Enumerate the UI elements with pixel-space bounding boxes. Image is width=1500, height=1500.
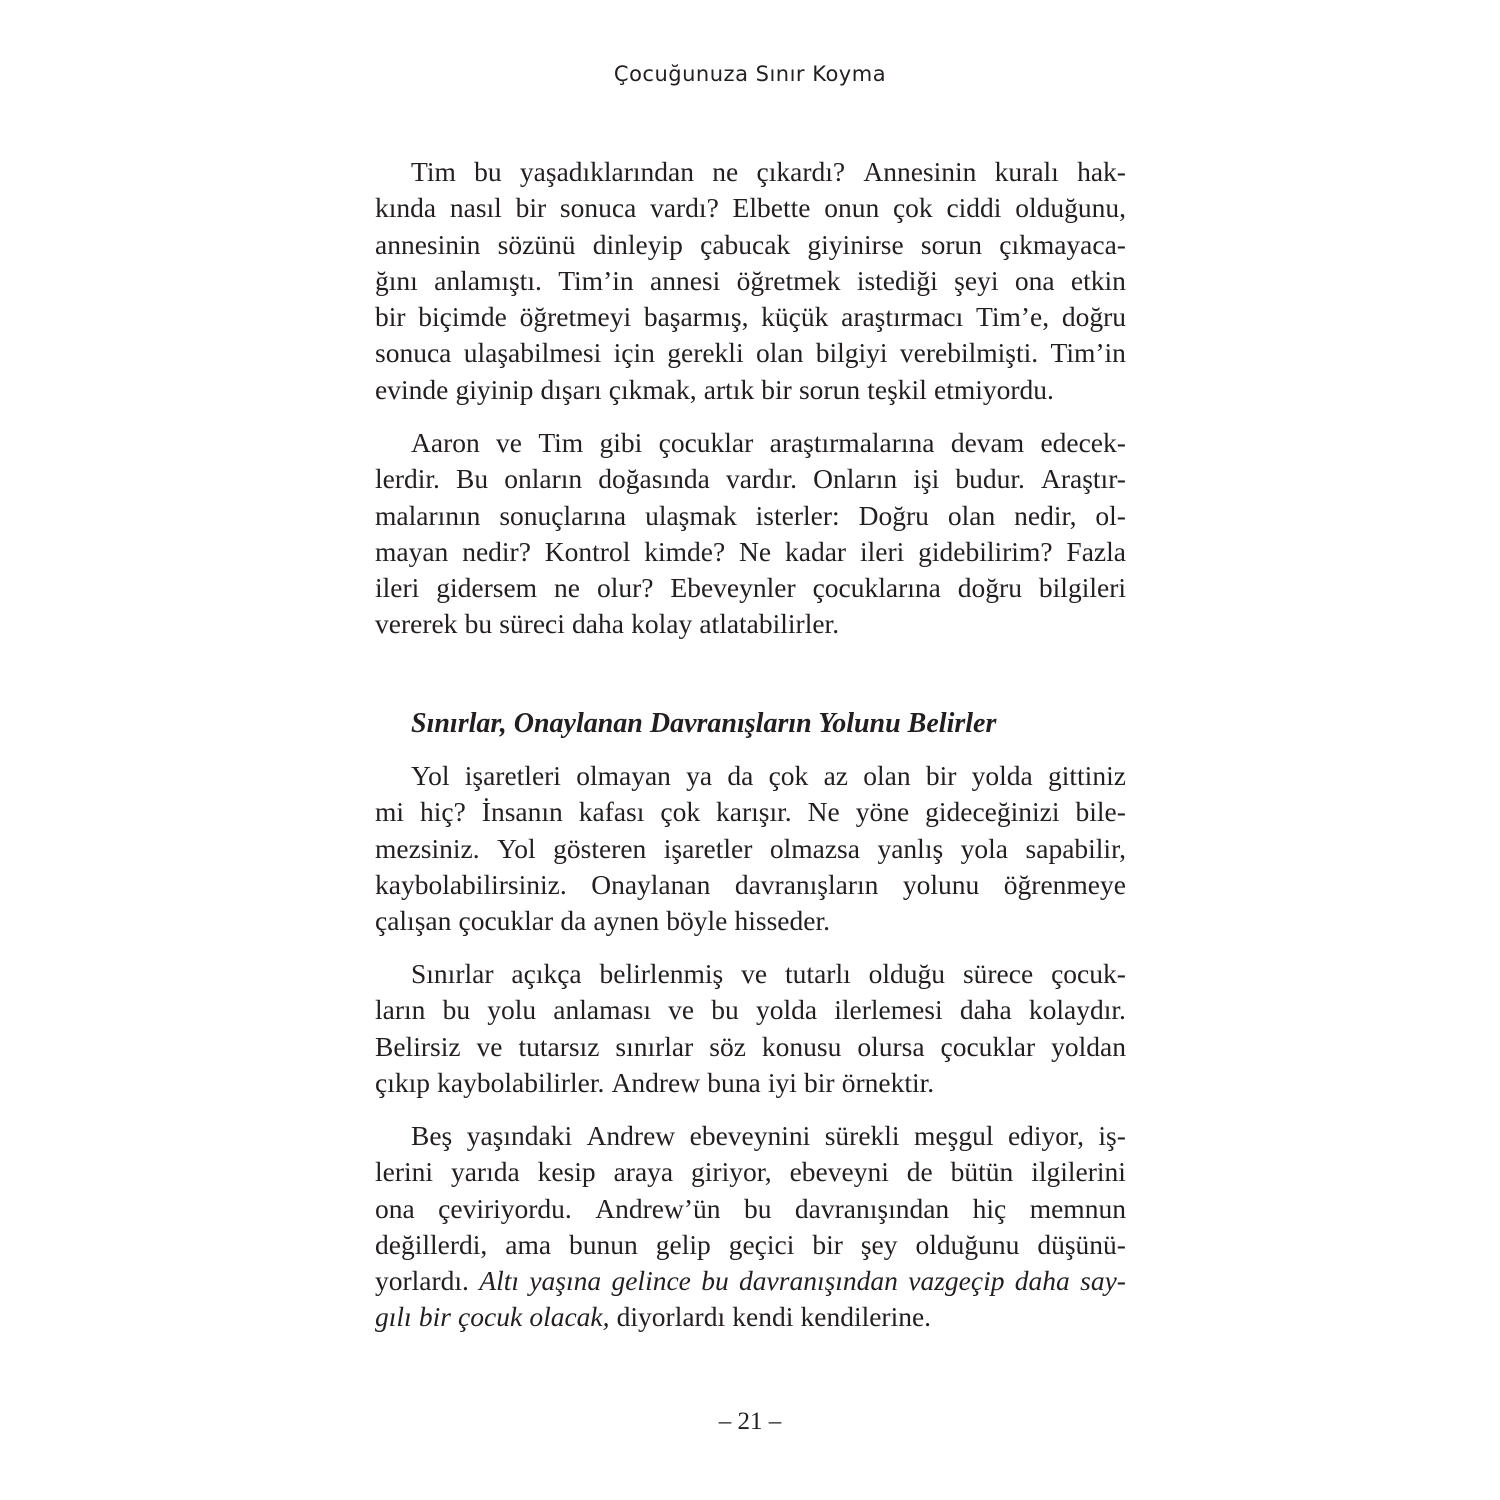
word: şeyi [954, 264, 999, 296]
word: onların [504, 463, 583, 495]
section-heading: Sınırlar, Onaylanan Davranışların Yolunu Belirler [411, 708, 997, 739]
word: olan [947, 499, 996, 531]
word: Beş [411, 1120, 453, 1151]
word: olur? [596, 572, 654, 604]
word: hiç [972, 1192, 1007, 1224]
paragraph-line [375, 1029, 1126, 1065]
word: gidersem [436, 572, 538, 604]
paragraph-line [375, 867, 1126, 903]
word: ve [476, 1030, 503, 1062]
word: ğını [375, 264, 418, 296]
word: olduğunu, [1015, 192, 1126, 224]
word: daha [1014, 1265, 1070, 1297]
word: giyinirse [807, 228, 904, 260]
word: gideceğinizi [925, 796, 1060, 828]
word: teşkil [867, 373, 927, 405]
paragraph-line [375, 534, 1126, 570]
word: Bu [456, 463, 489, 495]
word: yola [960, 832, 1009, 864]
word: istediği [856, 264, 938, 296]
paragraph-line [375, 372, 1126, 408]
word: sürece [962, 958, 1034, 989]
word: çıkmayaca- [999, 228, 1126, 260]
word: bu [701, 1265, 729, 1297]
word: aynen [593, 905, 660, 937]
text-block-3 [375, 758, 1126, 939]
word: hisseder. [734, 905, 830, 937]
word: ileri [375, 572, 420, 604]
word: olmayan [576, 760, 671, 791]
word: dışarı [540, 373, 602, 405]
word: gibi [599, 427, 643, 458]
word: memnun [1029, 1192, 1126, 1224]
word: çocuklar [940, 1030, 1036, 1062]
word: Tim’in [558, 264, 634, 296]
word: kında [375, 192, 437, 224]
word: annesi [649, 264, 721, 296]
word: ona [375, 1192, 415, 1224]
word: gılı [375, 1301, 412, 1333]
word: sorun [920, 228, 983, 260]
paragraph-line [375, 1065, 1126, 1101]
word: bir [925, 760, 957, 791]
word: bunun [569, 1228, 638, 1260]
word: davranışların [734, 868, 879, 900]
word: mi [375, 796, 405, 828]
word: kadar [785, 535, 847, 567]
word: geçici [728, 1228, 795, 1260]
word: çok [768, 760, 809, 791]
word: gidebilirim? [918, 535, 1053, 567]
word: ona [1014, 264, 1055, 296]
word: ne [554, 572, 580, 604]
word: mayan [375, 535, 449, 567]
word: sapabilir, [1025, 832, 1126, 864]
word: sürekli [824, 1120, 900, 1151]
word: için [613, 337, 655, 369]
word: çıkıp [375, 1066, 430, 1098]
word: daha [572, 608, 624, 640]
word: ediyor, [1007, 1120, 1084, 1151]
word: ulaşabilmesi [463, 337, 602, 369]
paragraph-line [375, 190, 1126, 226]
word: kendi [732, 1301, 794, 1333]
word: Onaylanan [591, 868, 711, 900]
word: Andrew’ün [595, 1192, 721, 1224]
word: çocuk [458, 1301, 523, 1333]
word: iyi [767, 1066, 797, 1098]
word: ama [505, 1228, 552, 1260]
word: biçimde [418, 301, 507, 333]
word: konusu [761, 1030, 842, 1062]
word: iş- [1098, 1120, 1126, 1151]
word: karışır. [716, 796, 792, 828]
word: bile- [1075, 796, 1126, 828]
paragraph-line [375, 498, 1126, 534]
word: öğrenmeye [1003, 868, 1126, 900]
word: artık [703, 373, 755, 405]
word: olan [755, 337, 804, 369]
word: isterler: [755, 499, 840, 531]
word: Belirsiz [375, 1030, 461, 1062]
word: çok [660, 796, 701, 828]
word: yaşadıklarından [519, 156, 695, 187]
word: lerdir. [375, 463, 440, 495]
word: olan [863, 760, 911, 791]
word: olduğu [868, 958, 946, 989]
page-number: – 21 – [718, 1408, 782, 1435]
word: ileri [859, 535, 905, 567]
word: işaretleri [464, 760, 561, 791]
word: çıkardı? [756, 156, 846, 187]
word: ne [712, 156, 739, 187]
word: az [823, 760, 848, 791]
word: onun [824, 192, 880, 224]
word: doğru [1061, 301, 1126, 333]
word: hiç? [420, 796, 466, 828]
word: dinleyip [592, 228, 683, 260]
word: giyinip [455, 373, 534, 405]
word: gelince [611, 1265, 691, 1297]
text-block-4 [375, 956, 1126, 1101]
word: ve [668, 994, 695, 1026]
word: buna [707, 1066, 761, 1098]
word: söz [709, 1030, 746, 1062]
word: çalışan [375, 905, 452, 937]
word: düşünü- [1037, 1228, 1126, 1260]
paragraph-line [375, 1191, 1126, 1227]
word: Kontrol [544, 535, 631, 567]
paragraph-line [375, 425, 1126, 461]
word: doğasında [598, 463, 710, 495]
word: ebeveyni [789, 1156, 889, 1188]
word: de [906, 1156, 933, 1188]
word: bütün [950, 1156, 1014, 1188]
word: yolunu [902, 868, 980, 900]
word: davranışından [794, 1192, 950, 1224]
paragraph-line [375, 956, 1126, 992]
word: Ne [739, 535, 772, 567]
word: yaşındaki [466, 1120, 573, 1151]
paragraph-line [375, 570, 1126, 606]
word: araya [613, 1156, 674, 1188]
word: yaşına [529, 1265, 602, 1297]
word: olduğunu [915, 1228, 1020, 1260]
word: çeviriyordu. [438, 1192, 572, 1224]
word: bilgiyi [815, 337, 888, 369]
paragraph-line [375, 1299, 1126, 1335]
text-block-2 [375, 425, 1126, 643]
word: sınırlar [615, 1030, 694, 1062]
word: evinde [375, 373, 449, 405]
word: hak- [1077, 156, 1126, 187]
word: işaretler [663, 832, 753, 864]
word: bu [474, 156, 502, 187]
word: öğretmeyi [519, 301, 632, 333]
word: etkin [1070, 264, 1126, 296]
word: da [727, 760, 754, 791]
paragraph-line [375, 903, 1126, 939]
paragraph-line [375, 1154, 1126, 1190]
word: Doğru [858, 499, 929, 531]
word: belirlenmiş [599, 958, 724, 989]
paragraph-line [375, 606, 1126, 642]
word: Yol [411, 760, 450, 791]
word: çok [892, 192, 933, 224]
word: anlamıştı. [434, 264, 542, 296]
word: Sınırlar [411, 958, 494, 989]
word: sonuca [559, 192, 637, 224]
word: sonuçlarına [499, 499, 627, 531]
word: bu [743, 1192, 772, 1224]
word: bilgileri [1038, 572, 1126, 604]
paragraph-line [375, 227, 1126, 263]
word: sorun [798, 373, 861, 405]
paragraph-line [375, 263, 1126, 299]
word: kendilerine. [800, 1301, 932, 1333]
word: vardır. [725, 463, 797, 495]
word: küçük [761, 301, 829, 333]
word: ve [741, 958, 768, 989]
word: bir [761, 373, 792, 405]
word: kaybolabilirler. [437, 1066, 605, 1098]
word: çabucak [700, 228, 791, 260]
paragraph-line [375, 1227, 1126, 1263]
word: ebeveynini [689, 1120, 811, 1151]
word: Yol [497, 832, 536, 864]
word: Ebeveynler [670, 572, 796, 604]
word: bir [418, 1301, 451, 1333]
word: bir [812, 1228, 843, 1260]
word: araştırmacı [841, 301, 964, 333]
word: yöne [855, 796, 910, 828]
word: çıkmak, [608, 373, 697, 405]
word: giriyor, [691, 1156, 772, 1188]
word: bu [711, 994, 739, 1026]
word: gösteren [553, 832, 647, 864]
paragraph-line [375, 299, 1126, 335]
word: kimde? [644, 535, 726, 567]
word: annesinin [375, 228, 481, 260]
word: etmiyordu. [933, 373, 1054, 405]
word: süreci [499, 608, 565, 640]
word: kuralı [994, 156, 1059, 187]
word: Onların [813, 463, 898, 495]
word: İnsanın [481, 796, 563, 828]
running-header: Çocuğunuza Sınır Koyma [613, 62, 887, 86]
word: Tim’e, [975, 301, 1050, 333]
word: çocuklar [458, 905, 554, 937]
word: çocuklar [658, 427, 754, 458]
word: yanlış [877, 832, 944, 864]
word: çocuk- [1051, 958, 1126, 989]
word: ların [375, 994, 426, 1026]
word: malarının [375, 499, 481, 531]
word: bu [442, 994, 471, 1026]
word: kesip [537, 1156, 596, 1188]
text-block-5 [375, 1118, 1126, 1336]
word: işi [913, 463, 940, 495]
word: öğretmek [736, 264, 841, 296]
word: nedir? [462, 535, 531, 567]
word: Annesinin [863, 156, 977, 187]
word: yarıda [450, 1156, 520, 1188]
word: kolaydır. [1028, 994, 1126, 1026]
word: ilerlemesi [834, 994, 943, 1026]
word: olursa [857, 1030, 925, 1062]
word: diyorlardı [616, 1301, 726, 1333]
word: bir [515, 192, 547, 224]
word: ulaşmak [645, 499, 737, 531]
word: ol- [1095, 499, 1126, 531]
paragraph-line [375, 335, 1126, 371]
word: doğru [957, 572, 1022, 604]
word: meşgul [914, 1120, 994, 1151]
word: devam [950, 427, 1025, 458]
word: çocuklarına [812, 572, 941, 604]
word: vardı? [650, 192, 719, 224]
paragraph-line [375, 794, 1126, 830]
word: da [560, 905, 587, 937]
word: ciddi [946, 192, 1002, 224]
word: nasıl [449, 192, 502, 224]
word: bu [464, 608, 493, 640]
paragraph-line [375, 758, 1126, 794]
word: yorlardı. [375, 1265, 469, 1297]
word: gelip [655, 1228, 711, 1260]
word: kafası [578, 796, 645, 828]
paragraph-line [375, 461, 1126, 497]
word: Fazla [1066, 535, 1126, 567]
word: ilgilerini [1031, 1156, 1126, 1188]
paragraph-line [375, 831, 1126, 867]
word: yolda [755, 994, 818, 1026]
word: ya [686, 760, 713, 791]
word: Tim [538, 427, 584, 458]
word: Tim’in [1050, 337, 1126, 369]
paragraph-line [375, 1263, 1126, 1299]
word: vererek [375, 608, 458, 640]
word: yoldan [1051, 1030, 1126, 1062]
word: gerekli [667, 337, 744, 369]
word: anlaması [553, 994, 652, 1026]
paragraph-line [375, 1118, 1126, 1154]
word: daha [959, 994, 1012, 1026]
word: Tim [411, 156, 456, 187]
word: Ne [807, 796, 840, 828]
word: bir [375, 301, 406, 333]
word: verebilmişti. [899, 337, 1039, 369]
word: başarmış, [643, 301, 749, 333]
word: kaybolabilirsiniz. [375, 868, 567, 900]
word: araştırmalarına [769, 427, 935, 458]
word: budur. [955, 463, 1025, 495]
word: Aaron [411, 427, 480, 458]
word: kolay [631, 608, 693, 640]
word: bir [804, 1066, 835, 1098]
word: tutarlı [785, 958, 851, 989]
word: lerini [375, 1156, 434, 1188]
word: nedir, [1014, 499, 1077, 531]
word: ve [496, 427, 523, 458]
word: say- [1080, 1265, 1126, 1297]
word: Andrew [586, 1120, 676, 1151]
text-block-1 [375, 154, 1126, 408]
word: böyle [666, 905, 728, 937]
word: atlatabilirler. [699, 608, 840, 640]
word: edecek- [1040, 427, 1126, 458]
word: sonuca [375, 337, 452, 369]
word: yolu [487, 994, 537, 1026]
word: vazgeçip [908, 1265, 1005, 1297]
word: Andrew [611, 1066, 701, 1098]
word: olmazsa [769, 832, 860, 864]
word: değillerdi, [375, 1228, 488, 1260]
word: açıkça [511, 958, 582, 989]
word: Elbette [732, 192, 811, 224]
word: gittiniz [1048, 760, 1126, 791]
word: yolda [971, 760, 1033, 791]
word: olacak, [529, 1301, 610, 1333]
word: örnektir. [841, 1066, 935, 1098]
paragraph-line [375, 992, 1126, 1028]
word: tutarsız [518, 1030, 600, 1062]
word: Araştır- [1040, 463, 1126, 495]
word: Altı [479, 1265, 519, 1297]
paragraph-line [375, 154, 1126, 190]
word: sözünü [497, 228, 576, 260]
word: davranışından [739, 1265, 898, 1297]
word: şey [860, 1228, 898, 1260]
word: mezsiniz. [375, 832, 480, 864]
